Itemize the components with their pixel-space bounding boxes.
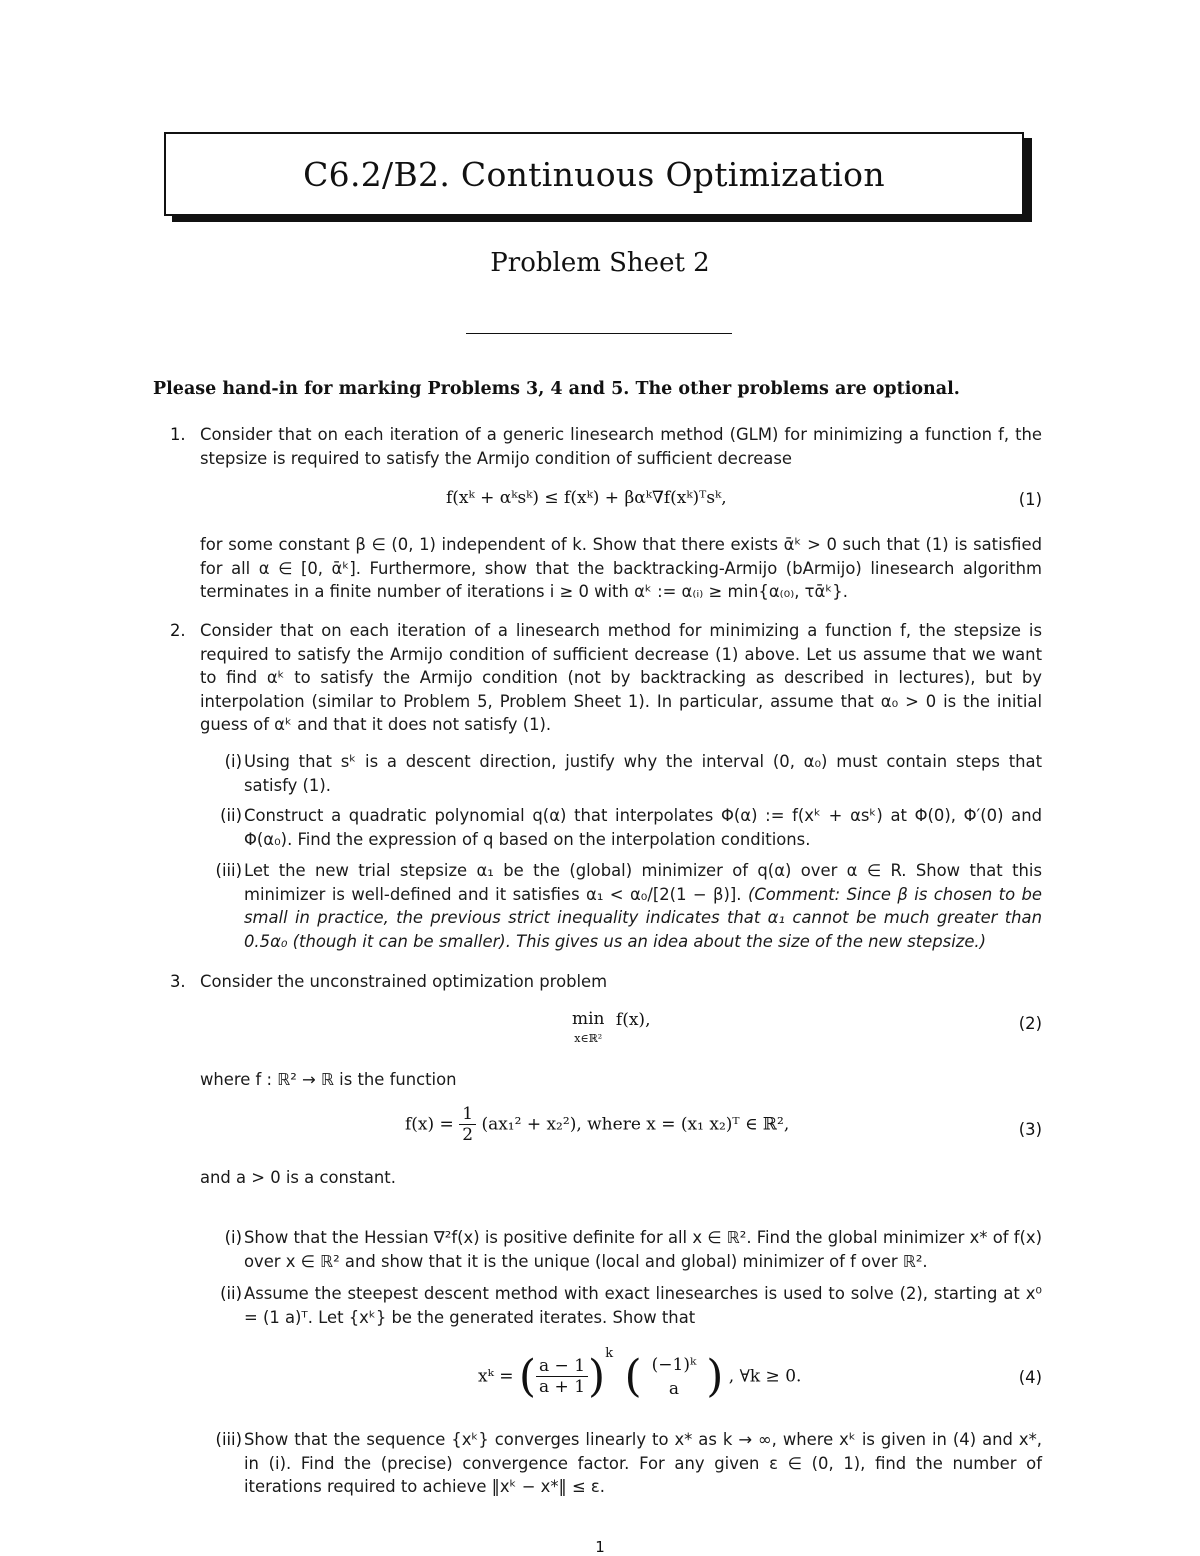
equation-2 [572,1010,650,1048]
equation-2-min: min [572,1009,605,1029]
problem-2-part-i: Using that sᵏ is a descent direction, justify why the interval (0, α₀) must contain steps that satisfy (1). [244,752,1042,795]
equation-3 [405,1104,789,1145]
equation-4-lhs: xᵏ = [478,1366,514,1387]
equation-4-number: (4) [1018,1368,1042,1387]
problem-2-part-iii-label: (iii) [215,861,242,880]
problem-2-part-iii [244,859,1042,953]
equation-3-frac-num: 1 [459,1104,476,1125]
problem-2-number: 2. [170,621,186,640]
problem-3-number: 3. [170,972,186,991]
problem-3-where: where f : ℝ² → ℝ is the function [200,1070,457,1089]
title-box [164,132,1024,216]
sheet-title: Problem Sheet 2 [490,248,710,278]
problem-3-part-i: Show that the Hessian ∇²f(x) is positive definite for all x ∈ ℝ². Find the global minimizer x* of f(x) over x ∈ ℝ² and show that it is the unique (local and global) minimizer of f over ℝ². [244,1228,1042,1271]
problem-1-body: for some constant β ∈ (0, 1) independent of k. Show that there exists ᾱᵏ > 0 such that (1) is satisfied for all α ∈ [0, ᾱᵏ]. Furthermore, show that the backtracking-Armijo (bArmijo) linesearch algorithm terminates in a finite number of iterations i ≥ 0 with αᵏ := α₍ᵢ₎ ≥ min{α₍₀₎, τᾱᵏ}. [200,535,1042,601]
equation-3-number: (3) [1018,1120,1042,1139]
course-title: C6.2/B2. Continuous Optimization [303,154,885,194]
problem-3-constant: and a > 0 is a constant. [200,1168,396,1187]
equation-3-frac-den: 2 [462,1125,474,1145]
equation-4-vector [642,1353,707,1401]
equation-2-subscript: x∈ℝ² [574,1032,603,1045]
problem-2-part-ii-label: (ii) [220,806,242,825]
equation-4-power: k [605,1346,614,1361]
equation-3-lhs: f(x) = [405,1114,454,1135]
problem-3-part-iii-label: (iii) [215,1430,242,1449]
equation-4-fraction [536,1356,588,1397]
problem-3-part-ii: Assume the steepest descent method with exact linesearches is used to solve (2), starting at x⁰ = (1 a)ᵀ. Let {xᵏ} be the generated iterates. Show that [244,1284,1042,1327]
title-divider [466,333,732,334]
equation-3-rest: (ax₁² + x₂²), where x = (x₁ x₂)ᵀ ∈ ℝ², [481,1114,790,1135]
equation-4-vector-top: (−1)ᵏ [651,1354,697,1375]
problem-2-part-iii-comment: (Comment: Since β is chosen to be small in practice, the previous strict inequality indicates that α₁ cannot be much greater than 0.5α₀ (though it can be smaller). This gives us an idea about the size of the new stepsize.) [244,884,1042,951]
equation-1: f(xᵏ + αᵏsᵏ) ≤ f(xᵏ) + βαᵏ∇f(xᵏ)ᵀsᵏ, [446,488,727,508]
equation-4-rest: , ∀k ≥ 0. [728,1366,802,1387]
problem-3-part-ii-label: (ii) [220,1284,242,1303]
equation-1-number: (1) [1018,490,1042,509]
problem-2-intro: Consider that on each iteration of a linesearch method for minimizing a function f, the stepsize is required to satisfy the Armijo condition of sufficient decrease (1) above. Let us assume that we want to find αᵏ to satisfy the Armijo condition (not by backtracking as described in lectures), but by interpolation (similar to Problem 5, Problem Sheet 1). In particular, assume that α₀ > 0 is the initial guess of αᵏ and that it does not satisfy (1). [200,621,1042,734]
equation-4-frac-num: a − 1 [536,1356,588,1377]
problem-3-part-iii: Show that the sequence {xᵏ} converges linearly to x* as k → ∞, where xᵏ is given in (4) and x*, in (i). Find the (precise) convergence factor. For any given ε ∈ (0, 1), find the number of iterations required to achieve ‖xᵏ − x*‖ ≤ ε. [244,1430,1042,1496]
equation-2-number: (2) [1018,1014,1042,1033]
problem-3-part-i-label: (i) [224,1228,242,1247]
equation-3-fraction [459,1104,476,1145]
problem-3-intro: Consider the unconstrained optimization problem [200,972,608,991]
page-number: 1 [595,1538,605,1556]
problem-2-part-ii: Construct a quadratic polynomial q(α) that interpolates Φ(α) := f(xᵏ + αsᵏ) at Φ(0), Φ′(0) and Φ(α₀). Find the expression of q based on the interpolation conditions. [244,806,1042,849]
equation-2-body: f(x), [615,1010,651,1030]
problem-2-part-iii-text: Let the new trial stepsize α₁ be the (global) minimizer of q(α) over α ∈ R. Show that this minimizer is well-defined and it satisfies α₁ < α₀/[2(1 − β)]. [244,861,1042,904]
hand-in-instructions: Please hand-in for marking Problems 3, 4 and 5. The other problems are optional. [153,379,960,399]
equation-4-vector-bottom: a [668,1378,679,1399]
problem-1-number: 1. [170,425,186,444]
equation-4: xᵏ = ( $\frac{a - 1}{a + 1}$ )$^k$ ( (−1)ᵏ a ) , ∀k ≥ 0. [478,1346,802,1402]
equation-4-frac-den: a + 1 [539,1377,586,1397]
problem-2-part-i-label: (i) [224,752,242,771]
problem-1-intro: Consider that on each iteration of a generic linesearch method (GLM) for minimizing a function f, the stepsize is required to satisfy the Armijo condition of sufficient decrease [200,425,1042,468]
